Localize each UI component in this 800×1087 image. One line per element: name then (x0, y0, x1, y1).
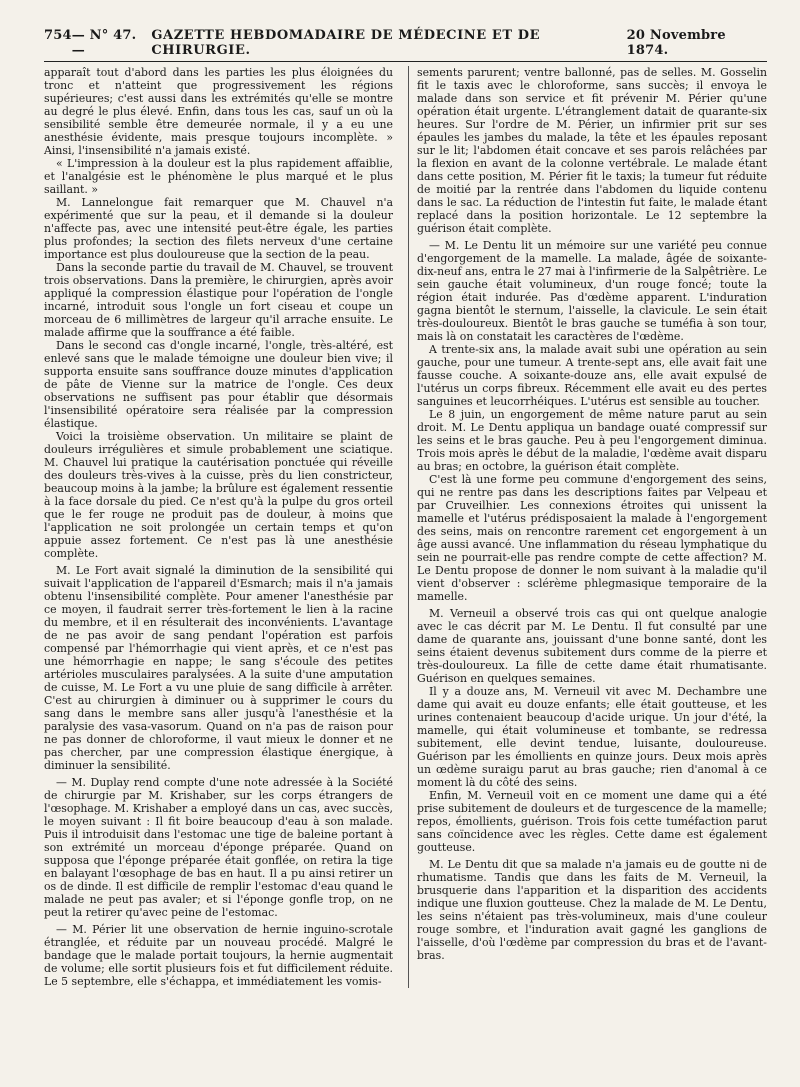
paragraph: apparaît tout d'abord dans les parties les plus éloignées du tronc et n'atteint que progressivement les régions supérieures; c'est aussi dans les extrémités qu'elle se montre au degré le plus élevé. Enfin, dans tous les cas, sauf un où la sensibilité semble être demeurée normale, il y a eu une anesthésie évidente, mais presque toujours incomplète. » Ainsi, l'insensibilité n'a jamais existé. (44, 66, 393, 157)
paragraph: C'est là une forme peu commune d'engorgement des seins, qui ne rentre pas dans les descriptions faites par Velpeau et par Cruveilhier. Les connexions étroites qui unissent la mamelle et l'utérus prédisposaient la malade à l'engorgement des seins, mais on rencontre rarement cet engorgement à un âge aussi avancé. Une inflammation du réseau lymphatique du sein ne pourrait-elle pas rendre compte de cette affection? M. Le Dentu propose de donner le nom suivant à la maladie qu'il vient d'observer : sclérème phlegmasique temporaire de la mamelle. (417, 473, 767, 603)
paragraph: A trente-six ans, la malade avait subi une opération au sein gauche, pour une tumeur. A trente-sept ans, elle avait fait une fausse couche. A soixante-douze ans, elle avait expulsé de l'utérus un corps fibreux. Récemment elle avait eu des pertes sanguines et leucorrhéiques. L'utérus est sensible au toucher. (417, 343, 767, 408)
paragraph: Enfin, M. Verneuil voit en ce moment une dame qui a été prise subitement de douleurs et de turgescence de la mamelle; repos, émollients, guérison. Trois fois cette tuméfaction parut sans coïncidence avec les règles. Cette dame est également goutteuse. (417, 789, 767, 854)
paragraph: M. Verneuil a observé trois cas qui ont quelque analogie avec le cas décrit par M. Le Dentu. Il fut consulté par une dame de quarante ans, jouissant d'une bonne santé, dont les seins étaient devenus subitement durs comme de la pierre et très-douloureux. La fille de cette dame était rhumatisante. Guérison en quelques semaines. (417, 607, 767, 685)
paragraph: Il y a douze ans, M. Verneuil vit avec M. Dechambre une dame qui avait eu douze enfants; elle était goutteuse, et les urines contenaient beaucoup d'acide urique. Un jour d'été, la mamelle, qui était volumineuse et tombante, se redressa subitement, elle devint tendue, luisante, douloureuse. Guérison par les émollients en quinze jours. Deux mois après un œdème suraigu parut au bras gauche; rien d'anomal à ce moment là du côté des seins. (417, 685, 767, 789)
paragraph: — M. Le Dentu lit un mémoire sur une variété peu connue d'engorgement de la mamelle. La malade, âgée de soixante-dix-neuf ans, entra le 27 mai à l'infirmerie de la Salpêtrière. Le sein gauche était volumineux, d'un rouge foncé; toute la région était indurée. Pas d'œdème apparent. L'induration gagna bientôt le sternum, l'aisselle, la clavicule. Le sein était très-douloureux. Bientôt le bras gauche se tuméfia à son tour, mais là on constatait les caractères de l'œdème. (417, 239, 767, 343)
right-column (408, 66, 767, 988)
paragraph: « L'impression à la douleur est la plus rapidement affaiblie, et l'analgésie est le phénomène le plus marqué et le plus saillant. » (44, 157, 393, 196)
left-column (44, 66, 393, 988)
paragraph: Le 8 juin, un engorgement de même nature parut au sein droit. M. Le Dentu appliqua un bandage ouaté compressif sur les seins et le bras gauche. Peu à peu l'engorgement diminua. Trois mois après le début de la maladie, l'œdème avait disparu au bras; en octobre, la guérison était complète. (417, 408, 767, 473)
paragraph: M. Lannelongue fait remarquer que M. Chauvel n'a expérimenté que sur la peau, et il demande si la douleur n'affecte pas, avec une intensité peut-être égale, les parties plus profondes; la section des filets nerveux d'une certaine importance est plus douloureuse que la section de la peau. (44, 196, 393, 261)
journal-title: GAZETTE HEBDOMADAIRE DE MÉDECINE ET DE CHIRURGIE. (151, 28, 541, 58)
paragraph: sements parurent; ventre ballonné, pas de selles. M. Gosselin fit le taxis avec le chloroforme, sans succès; il envoya le malade dans son service et fit prévenir M. Périer qu'une opération était urgente. L'étranglement datait de quarante-six heures. Sur l'ordre de M. Périer, un infirmier prit sur ses épaules les jambes du malade, la tête et les épaules reposant sur le lit; l'abdomen était concave et ses parois relâchées par la flexion en avant de la colonne vertébrale. Le malade étant dans cette position, M. Périer fit le taxis; la tumeur fut réduite de moitié par la rentrée dans l'abdomen du liquide contenu dans le sac. La réduction de l'intestin fut faite, le malade étant replacé dans la position horizontale. Le 12 septembre la guérison était complète. (417, 66, 767, 235)
paragraph: Voici la troisième observation. Un militaire se plaint de douleurs irrégulières et simule probablement une sciatique. M. Chauvel lui pratique la cautérisation ponctuée qui réveille des douleurs très-vives à la cuisse, près du lien constricteur, beaucoup moins à la jambe; la brûlure est également ressentie à la face dorsale du pied. Ce n'est qu'à la pulpe du gros orteil que le fer rouge ne produit pas de douleur, à moins que l'application ne soit prolongée un certain temps et qu'on appuie assez fortement. Ce n'est pas là une anesthésie complète. (44, 430, 393, 560)
paragraph: M. Le Fort avait signalé la diminution de la sensibilité qui suivait l'application de l'appareil d'Esmarch; mais il n'a jamais obtenu l'insensibilité complète. Pour amener l'anesthésie par ce moyen, il faudrait serrer très-fortement le lien à la racine du membre, et il en résulterait des inconvénients. L'avantage de ne pas avoir de sang pendant l'opération est parfois compensé par l'hémorrhagie qui vient après, et ce n'est pas une hémorrhagie en nappe; le sang s'écoule des petites artérioles musculaires paralysées. A la suite d'une amputation de cuisse, M. Le Fort a vu une pluie de sang difficile à arrêter. C'est au chirurgien à diminuer ou à supprimer le cours du sang dans le membre sans aller jusqu'à l'anesthésie et la paralysie des vasa-vasorum. Quand on n'a pas de raison pour ne pas donner de chloroforme, il vaut mieux le donner et ne pas chercher, par une compression élastique énergique, à diminuer la sensibilité. (44, 564, 393, 772)
page-number: 754 (44, 28, 72, 43)
running-header (44, 28, 767, 62)
issue-date: 20 Novembre 1874. (626, 28, 726, 58)
paragraph: Dans la seconde partie du travail de M. Chauvel, se trouvent trois observations. Dans la première, le chirurgien, après avoir appliqué la compression élastique pour l'opération de l'ongle incarné, introduit sous l'ongle un fort ciseau et coupe un morceau de 6 millimètres de largeur qu'il arrache ensuite. Le malade affirme que la souffrance a été faible. (44, 261, 393, 339)
paragraph: Dans le second cas d'ongle incarné, l'ongle, très-altéré, est enlevé sans que le malade témoigne une douleur bien vive; il supporta ensuite sans souffrance douze minutes d'application de pâte de Vienne sur la matrice de l'ongle. Ces deux observations ne suffisent pas pour établir que désormais l'insensibilité opératoire sera réalisée par la compression élastique. (44, 339, 393, 430)
text-columns (44, 66, 767, 988)
issue-number: — N° 47. — (71, 28, 137, 58)
paragraph: M. Le Dentu dit que sa malade n'a jamais eu de goutte ni de rhumatisme. Tandis que dans les faits de M. Verneuil, la brusquerie dans l'apparition et la disparition des accidents indique une fluxion goutteuse. Chez la malade de M. Le Dentu, les seins n'étaient pas très-volumineux, mais d'une couleur rouge sombre, et l'induration avait gagné les ganglions de l'aisselle, d'où l'œdème par compression du bras et de l'avant-bras. (417, 858, 767, 962)
paragraph: — M. Duplay rend compte d'une note adressée à la Société de chirurgie par M. Krishaber, sur les corps étrangers de l'œsophage. M. Krishaber a employé dans un cas, avec succès, le moyen suivant : Il fit boire beaucoup d'eau à son malade. Puis il introduisit dans l'estomac une tige de baleine portant à son extrémité un morceau d'éponge préparée. Quand on supposa que l'éponge préparée était gonflée, on retira la tige en balayant l'œsophage de bas en haut. Il a pu ainsi retirer un os de dinde. Il est difficile de remplir l'estomac d'eau quand le malade ne peut pas avaler; et si l'éponge gonfle trop, on ne peut la retirer qu'avec peine de l'estomac. (44, 776, 393, 919)
paragraph: — M. Périer lit une observation de hernie inguino-scrotale étranglée, et réduite par un nouveau procédé. Malgré le bandage que le malade portait toujours, la hernie augmentait de volume; elle sortit plusieurs fois et fut difficilement réduite. Le 5 septembre, elle s'échappa, et immédiatement les vomis- (44, 923, 393, 988)
